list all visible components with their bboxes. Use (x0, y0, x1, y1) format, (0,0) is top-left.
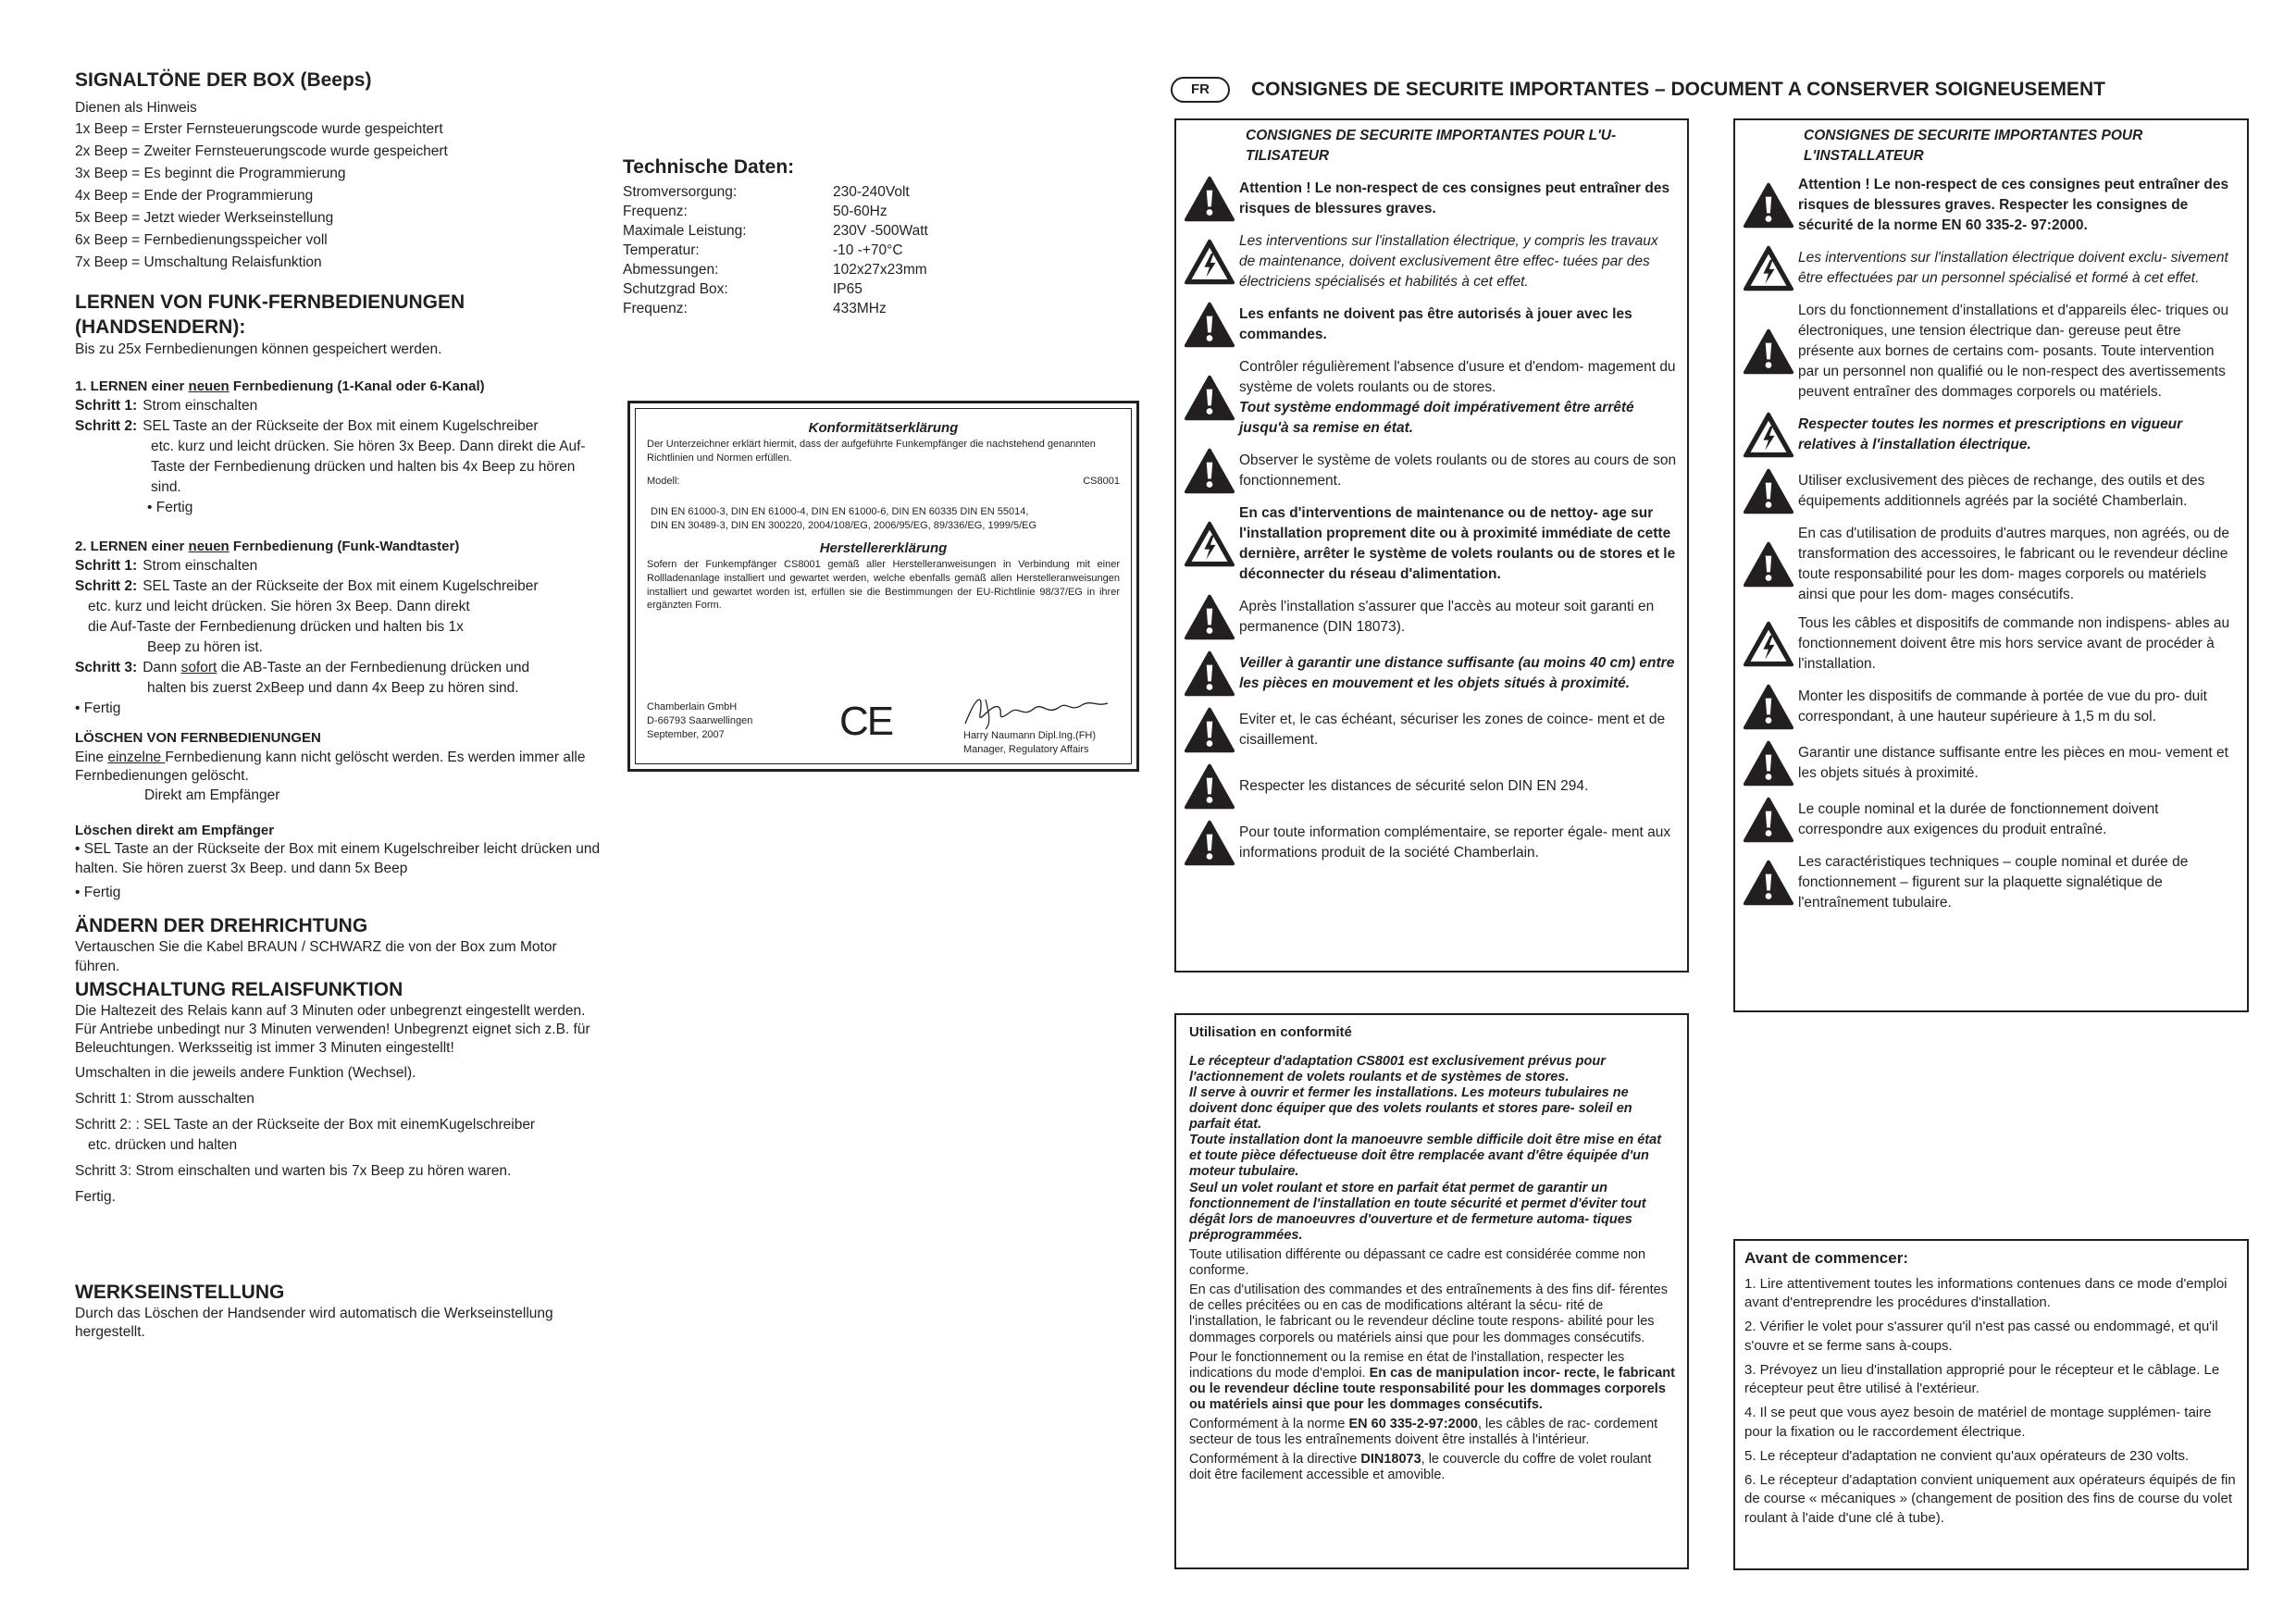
norms-line2: DIN EN 30489-3, DIN EN 300220, 2004/108/EG, 2006/95/EG, 89/336/EG, 1999/5/EG (651, 519, 1037, 531)
safety-text: Les interventions sur l'installation électrique doivent exclu- sivement être effectuées par un personnel spécialisé et formé à cet effet. (1798, 250, 2228, 287)
safety-text: Utiliser exclusivement des pièces de rechange, des outils et des équipements additionnels agréés par la société Chamberlain. (1798, 473, 2205, 510)
safety-text: Lors du fonctionnement d'installations et d'appareils élec- triques ou électroniques, une tension électrique dan- gereuse peut être présente aux bornes de certains com- posants. Toute intervention par un personnel non qualifié ou le non-respect des avertissements peuvent entraîner des dommages corporels ou matériels. (1798, 303, 2229, 401)
warning-icon (1743, 328, 1798, 376)
safety-item (1184, 503, 1678, 585)
s1-step2-rest: etc. kurz und leicht drücken. Sie hören 3x Beep. Dann direkt die Auf-Taste der Fernbedienung drücken und halten bis 4x Beep zu hören sind. (151, 439, 586, 496)
fr-header (1171, 76, 2105, 104)
safety-item (1743, 244, 2238, 292)
konform-text: Der Unterzeichner erklärt hiermit, dass der aufgeführte Funkempfänger die nachstehend genannten Richtlinien und Normen erfüllen. (647, 439, 1096, 465)
tech-label: Frequenz: (623, 204, 688, 220)
signer-block (963, 729, 1096, 757)
s1-fertig: • Fertig (147, 500, 193, 516)
safety-text: Tous les câbles et dispositifs de commande non indispens- ables au fonctionnement doivent être mis hors service avant de procéder à l'installation. (1798, 615, 2230, 673)
konform-title: Konformitätserklärung (808, 420, 959, 436)
safety-item (1743, 683, 2238, 731)
safety-item (1743, 467, 2238, 515)
signature-icon (958, 687, 1115, 733)
util-p1: Toute utilisation différente ou dépassant ce cadre est considérée comme non conforme. (1189, 1247, 1646, 1279)
s2-step1: Schritt 1: Strom einschalten (75, 558, 258, 575)
safety-text: Veiller à garantir une distance suffisante (au moins 40 cm) entre les pièces en mouvement et les objets situés à proximité. (1239, 655, 1675, 692)
installer-safety-list (1743, 175, 2238, 913)
modell-value: CS8001 (1083, 475, 1120, 487)
tech-value: 230-240Volt (833, 184, 910, 201)
hersteller-title: Herstellererklärung (819, 539, 948, 556)
loeschen-fertig: • Fertig (75, 885, 121, 901)
safety-text: Monter les dispositifs de commande à portée de vue du pro- duit correspondant, à une hauteur supérieure à 1,5 m du sol. (1798, 688, 2207, 725)
tech-label: Maximale Leistung: (623, 223, 747, 240)
util-bi1: Le récepteur d'adaptation CS8001 est exclusivement prévus pour l'actionnement de volets roulants et de systèmes de stores. (1189, 1053, 1606, 1084)
fr-badge: FR (1171, 77, 1230, 103)
tech-label: Abmessungen: (623, 261, 719, 278)
electric-hazard-icon (1184, 238, 1239, 286)
safety-item (1184, 762, 1678, 811)
avant-item: 5. Le récepteur d'adaptation ne convient qu'aux opérateurs de 230 volts. (1744, 1447, 2190, 1464)
warning-icon (1184, 762, 1239, 811)
safety-text: En cas d'interventions de maintenance ou de nettoy- age sur l'installation proprement dite ou à proximité immédiate de cette dernière, arrêter le système de volets roulants ou de stores et le déconnecter du réseau d'alimentation. (1239, 505, 1676, 583)
werk-title: WERKSEINSTELLUNG (75, 1282, 285, 1303)
warning-icon (1184, 593, 1239, 641)
signer-name: Harry Naumann Dipl.Ing.(FH) (963, 730, 1097, 741)
modell-row (647, 475, 1120, 489)
tech-value: 433MHz (833, 300, 887, 316)
werk-text: Durch das Löschen der Handsender wird automatisch die Werkseinstellung hergestellt. (75, 1306, 553, 1341)
avant-item: 1. Lire attentivement toutes les informations contenues dans ce mode d'emploi avant d'entreprendre les procédures d'installation. (1744, 1275, 2228, 1311)
s1-step1: Schritt 1: Strom einschalten (75, 398, 258, 415)
ce-mark: CE (839, 699, 893, 744)
beep-item: 3x Beep = Es beginnt die Programmierung (75, 166, 346, 182)
warning-icon (1184, 706, 1239, 754)
avant-item: 6. Le récepteur d'adaptation convient uniquement aux opérateurs équipés de fin de course « mécaniques » (changement de position des fins de course du volet roulant à l'aide d'une clé à tube). (1744, 1472, 2236, 1526)
loeschen-text: Eine einzelne Fernbedienung kann nicht gelöscht werden. Es werden immer alle Fernbedienungen gelöscht. (75, 749, 586, 784)
relais-p1: Die Haltezeit des Relais kann auf 3 Minuten oder unbegrenzt eingestellt werden. Für Antriebe unbedingt nur 3 Minuten verwenden! Unbegrenzt eignet sich z.B. für Beleuchtungen. Werksseitig ist immer 3 Minuten eingestellt! (75, 1002, 590, 1057)
utilisation-box (1174, 1013, 1689, 1569)
safety-text: Garantir une distance suffisante entre les pièces en mou- vement et les objets situés à proximité. (1798, 745, 2228, 782)
fr-heading: CONSIGNES DE SECURITE IMPORTANTES – DOCUMENT A CONSERVER SOIGNEUSEMENT (1251, 79, 2105, 100)
german-instructions (75, 68, 602, 1208)
avant-list (1744, 1275, 2236, 1528)
warning-icon (1184, 374, 1239, 422)
company-address: D-66793 Saarwellingen (647, 714, 753, 726)
relais-p4: Schritt 2: : SEL Taste an der Rückseite der Box mit einemKugelschreiber (75, 1117, 536, 1134)
safety-text: Attention ! Le non-respect de ces consignes peut entraîner des risques de blessures graves. (1239, 180, 1670, 217)
beeps-intro: Dienen als Hinweis (75, 100, 197, 117)
warning-icon (1184, 447, 1239, 495)
warning-icon (1743, 739, 1798, 787)
tech-value: IP65 (833, 280, 863, 297)
beeps-title: SIGNALTÖNE DER BOX (Beeps) (75, 69, 372, 91)
relais-p2: Umschalten in die jeweils andere Funktion (Wechsel). (75, 1065, 416, 1082)
util-title: Utilisation en conformité (1189, 1024, 1352, 1040)
safety-text: Les caractéristiques techniques – couple nominal et durée de fonctionnement – figurent sur la plaquette signalétique de l'entraînement tubulaire. (1798, 854, 2189, 911)
beep-item: 7x Beep = Umschaltung Relaisfunktion (75, 254, 322, 271)
user-safety-list (1184, 175, 1678, 867)
beep-item: 2x Beep = Zweiter Fernsteuerungscode wurde gespeichert (75, 143, 448, 160)
s2-step2-line4: Beep zu hören ist. (147, 639, 263, 656)
safety-item (1184, 175, 1678, 223)
tech-value: 230V -500Watt (833, 223, 928, 240)
avant-item: 4. Il se peut que vous ayez besoin de matériel de montage supplémen- taire pour la fixation ou le raccordement électrique. (1744, 1405, 2212, 1440)
safety-text: Eviter et, le cas échéant, sécuriser les zones de coince- ment et de cisaillement. (1239, 712, 1666, 749)
s2-step2: Schritt 2: SEL Taste an der Rückseite der Box mit einem Kugelschreiber (75, 578, 539, 595)
lernen-intro: Bis zu 25x Fernbedienungen können gespeichert werden. (75, 341, 442, 357)
loeschen-direkt-text: • SEL Taste an der Rückseite der Box mit einem Kugelschreiber leicht drücken und halten. Sie hören zuerst 3x Beep. und dann 5x Beep (75, 841, 601, 877)
signer-role: Manager, Regulatory Affairs (963, 743, 1089, 755)
electric-hazard-icon (1743, 244, 1798, 292)
lernen-title: LERNEN VON FUNK-FERNBEDIENUNGEN (HANDSENDERN): (75, 291, 465, 338)
tech-rows (623, 183, 1011, 318)
warning-icon (1743, 467, 1798, 515)
tech-value: 102x27x23mm (833, 261, 927, 278)
user-safety-title: CONSIGNES DE SECURITE IMPORTANTES POUR L'U- TILISATEUR (1246, 128, 1617, 164)
safety-item (1743, 796, 2238, 844)
warning-icon (1743, 540, 1798, 588)
conformity-inner (635, 408, 1132, 764)
warning-icon (1184, 175, 1239, 223)
loeschen-title: LÖSCHEN VON FERNBEDIENUNGEN (75, 730, 321, 747)
safety-text: Contrôler régulièrement l'absence d'usure et d'endom- magement du système de volets roulants ou de stores. (1239, 359, 1676, 396)
beep-item: 6x Beep = Fernbedienungsspeicher voll (75, 232, 328, 249)
norms-line1: DIN EN 61000-3, DIN EN 61000-4, DIN EN 61000-6, DIN EN 60335 DIN EN 55014, (651, 505, 1029, 517)
section1-title: 1. LERNEN einer neuen Fernbedienung (1-Kanal oder 6-Kanal) (75, 378, 485, 394)
safety-text: Le couple nominal et la durée de fonctionnement doivent correspondre aux exigences du produit entraîné. (1798, 801, 2159, 838)
tech-label: Schutzgrad Box: (623, 280, 728, 297)
tech-label: Stromversorgung: (623, 184, 738, 201)
tech-title: Technische Daten: (623, 156, 795, 178)
safety-item (1184, 819, 1678, 867)
beep-item: 1x Beep = Erster Fernsteuerungscode wurde gespeichtert (75, 121, 443, 138)
declaration-date: September, 2007 (647, 728, 725, 740)
warning-icon (1184, 819, 1239, 867)
safety-item (1743, 524, 2238, 605)
safety-item (1184, 357, 1678, 439)
werkseinstellung (75, 1281, 602, 1343)
util-bi3: Toute installation dont la manoeuvre semble difficile doit être mise en état et toute pièce défectueuse doit être remplacée avant d'être équipée d'un moteur tubulaire. (1189, 1133, 1662, 1180)
loeschen-direkt: Direkt am Empfänger (144, 787, 280, 804)
beep-item: 4x Beep = Ende der Programmierung (75, 188, 314, 204)
s2-step2-line2: etc. kurz und leicht drücken. Sie hören 3x Beep. Dann direkt (88, 599, 470, 615)
electric-hazard-icon (1184, 520, 1239, 568)
user-safety-box (1174, 118, 1689, 973)
safety-item (1743, 852, 2238, 913)
safety-text: Les interventions sur l'installation électrique, y compris les travaux de maintenance, doivent exclusivement être effec- tuées par des électriciens spécialisés et habilités à cet effet. (1239, 233, 1658, 291)
safety-item (1743, 175, 2238, 236)
warning-icon (1184, 650, 1239, 698)
warning-icon (1743, 181, 1798, 229)
relais-p3: Schritt 1: Strom ausschalten (75, 1091, 254, 1108)
drehrichtung-text: Vertauschen Sie die Kabel BRAUN / SCHWARZ die von der Box zum Motor führen. (75, 939, 557, 974)
warning-icon (1743, 859, 1798, 907)
drehrichtung-title: ÄNDERN DER DREHRICHTUNG (75, 915, 368, 937)
loeschen-direkt-title: Löschen direkt am Empfänger (75, 823, 275, 839)
util-bi4: Seul un volet roulant et store en parfait état permet de garantir un fonctionnement de l'installation en toute sécurité et permet d'éviter tout dégât lors de manoeuvres d'ouverture et de fermeture automa- tiques préprogrammées. (1189, 1180, 1646, 1243)
safety-text: Après l'installation s'assurer que l'accès au moteur soit garanti en permanence (DIN 18073). (1239, 599, 1655, 636)
conformity-box (627, 401, 1139, 772)
s1-step2: Schritt 2: SEL Taste an der Rückseite der Box mit einem Kugelschreiber (75, 418, 539, 435)
safety-text: Respecter toutes les normes et prescriptions en vigueur relatives à l'installation électrique. (1798, 416, 2183, 453)
installer-safety-title: CONSIGNES DE SECURITE IMPORTANTES POUR L'INSTALLATEUR (1804, 128, 2143, 164)
modell-label: Modell: (647, 475, 680, 487)
safety-text-emphasis: Tout système endommagé doit impérativement être arrêté jusqu'à sa remise en état. (1239, 400, 1634, 437)
beeps-list (75, 118, 602, 274)
technical-data (623, 155, 1011, 319)
safety-text: Attention ! Le non-respect de ces consignes peut entraîner des risques de blessures graves. Respecter les consignes de sécurité de la norme EN 60 335-2- 97:2000. (1798, 177, 2229, 234)
safety-text: En cas d'utilisation de produits d'autres marques, non agréés, ou de transformation des accessoires, le fabricant ou le revendeur décline toute responsabilité pour les dom- mages corporels ou matériels ainsi que pour les dom- mages consécutifs. (1798, 526, 2230, 603)
safety-text: Observer le système de volets roulants ou de stores au cours de son fonctionnement. (1239, 452, 1677, 489)
safety-item (1184, 231, 1678, 292)
safety-item (1184, 447, 1678, 495)
safety-text: Respecter les distances de sécurité selon DIN EN 294. (1239, 778, 1589, 795)
relais-p6: Fertig. (75, 1189, 116, 1206)
util-p4: Conformément à la norme EN 60 335-2-97:2000, les câbles de rac- cordement secteur de tous les entraînements doivent être installés à l'intérieur. (1189, 1417, 1658, 1448)
util-p5: Conformément à la directive DIN18073, le couvercle du coffre de volet roulant doit être facilement accessible et amovible. (1189, 1452, 1652, 1483)
util-p2: En cas d'utilisation des commandes et des entraînements à des fins dif- férentes de celles précitées ou en cas de modifications altérant la sécu- rité de l'installation, le fabricant ou le revendeur décline toute respons- abilité pour les dommages corporels ou matériels ainsi que pour les dommages consécutifs. (1189, 1282, 1668, 1345)
s2-step3-line2: halten bis zuerst 2xBeep und dann 4x Beep zu hören sind. (147, 680, 519, 697)
relais-title: UMSCHALTUNG RELAISFUNKTION (75, 978, 403, 1000)
tech-label: Frequenz: (623, 300, 688, 316)
safety-item (1184, 706, 1678, 754)
avant-item: 3. Prévoyez un lieu d'installation approprié pour le récepteur et le câblage. Le récepteur peut être utilisé à l'extérieur. (1744, 1361, 2220, 1397)
s2-fertig: • Fertig (75, 700, 121, 717)
s2-step3: Schritt 3: Dann sofort die AB-Taste an der Fernbedienung drücken und (75, 660, 530, 676)
beep-item: 5x Beep = Jetzt wieder Werkseinstellung (75, 210, 334, 227)
hersteller-text: Sofern der Funkempfänger CS8001 gemäß aller Herstelleranweisungen in Verbindung mit einer Rollladenanlage installiert und gewartet werden, welche ebenfalls gemäß allen Herstelleranweisungen installiert und gewartet worden ist, erfüllen sie die Bestimmungen der EU-Richtlinie 98/37/EG in ihrer ergänzten Form. (647, 558, 1120, 612)
relais-p5: Schritt 3: Strom einschalten und warten bis 7x Beep zu hören waren. (75, 1163, 512, 1180)
warning-icon (1743, 683, 1798, 731)
tech-label: Temperatur: (623, 242, 700, 259)
safety-text: Pour toute information complémentaire, se reporter égale- ment aux informations produit de la société Chamberlain. (1239, 824, 1671, 861)
util-p3: Pour le fonctionnement ou la remise en état de l'installation, respecter les indications du mode d'emploi. En cas de manipulation incor- recte, le fabricant ou le revendeur décline toute responsabilité pour les dommages corporels ou matériels ainsi que pour les dommages consécutifs. (1189, 1349, 1675, 1412)
safety-item (1184, 593, 1678, 641)
tech-value: 50-60Hz (833, 204, 887, 220)
safety-text: Les enfants ne doivent pas être autorisés à jouer avec les commandes. (1239, 306, 1632, 343)
warning-icon (1743, 796, 1798, 844)
safety-item (1184, 301, 1678, 349)
s2-step2-line3: die Auf-Taste der Fernbedienung drücken und halten bis 1x (88, 619, 464, 636)
avant-item: 2. Vérifier le volet pour s'assurer qu'il n'est pas cassé ou endommagé, et qu'il s'ouvre et se ferme sans à-coups. (1744, 1319, 2218, 1354)
safety-item (1743, 739, 2238, 787)
safety-item (1743, 301, 2238, 403)
avant-title: Avant de commencer: (1744, 1249, 1908, 1267)
safety-item (1184, 650, 1678, 698)
safety-item (1743, 411, 2238, 459)
relais-p4b: etc. drücken und halten (88, 1137, 238, 1154)
company-name: Chamberlain GmbH (647, 701, 738, 712)
safety-item (1743, 613, 2238, 675)
electric-hazard-icon (1743, 620, 1798, 668)
electric-hazard-icon (1743, 411, 1798, 459)
warning-icon (1184, 301, 1239, 349)
company-block (647, 700, 752, 742)
util-bi2: Il serve à ouvrir et fermer les installations. Les moteurs tubulaires ne doivent donc équiper que des volets roulants et stores pare- soleil en parfait état. (1189, 1084, 1632, 1133)
installer-safety-box (1733, 118, 2249, 1012)
tech-value: -10 -+70°C (833, 242, 903, 259)
avant-box (1733, 1239, 2249, 1570)
section2-title: 2. LERNEN einer neuen Fernbedienung (Funk-Wandtaster) (75, 539, 460, 555)
